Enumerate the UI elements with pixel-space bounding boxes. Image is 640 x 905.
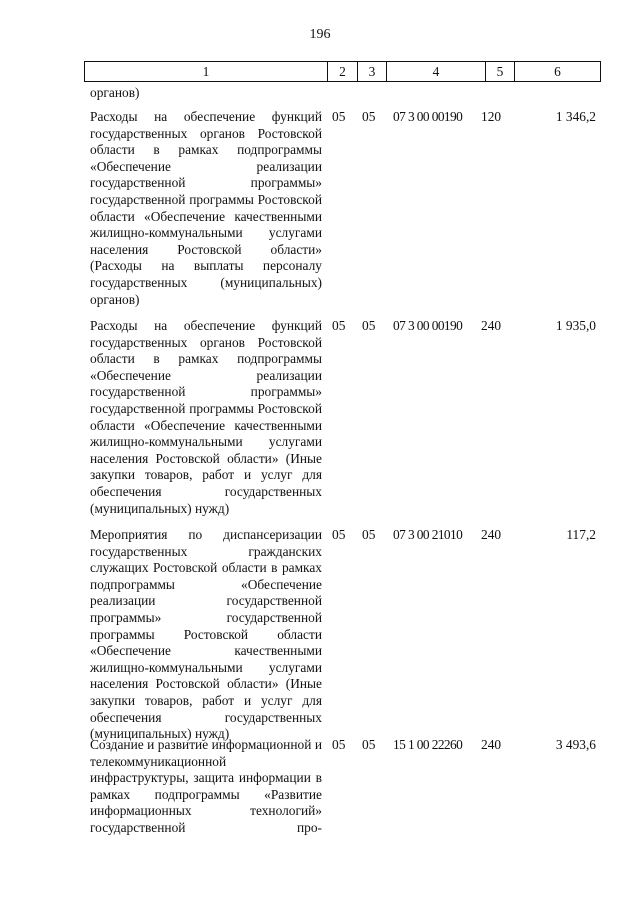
row-description: Расходы на обеспечение функций государственных органов Ростовской области в рамках подпрограммы «Обеспечение реализации государственной программы» государственной программы Ростовской области «Обеспечение качественными жилищно-коммунальными услугами населения Ростовской области» (Иные закупки товаров, работ и услуг для обеспечения государственных (муниципальных) нужд) xyxy=(90,318,322,516)
row-expense-type: 240 xyxy=(481,318,502,333)
header-col-5: 5 xyxy=(486,62,515,81)
row-description: Мероприятия по диспансеризации государственных гражданских служащих Ростовской области в рамках подпрограммы «Обеспечение реализации государственной программы» государственной программы Ростовской области «Обеспечение качественными жилищно-коммунальными услугами населения Ростовской области» (Иные закупки товаров, работ и услуг для обеспечения государственных (муниципальных) нужд) xyxy=(90,527,322,742)
header-col-2: 2 xyxy=(328,62,358,81)
row-amount: 117,2 xyxy=(566,527,596,542)
row-amount: 3 493,6 xyxy=(555,737,596,752)
header-col-1: 1 xyxy=(85,62,328,81)
row-target-article: 15 1 00 22260 xyxy=(393,737,463,752)
page-number: 196 xyxy=(309,27,331,42)
continuation-text: органов) xyxy=(90,85,140,100)
row-subsection: 05 xyxy=(362,527,376,542)
row-subsection: 05 xyxy=(362,109,376,124)
row-section: 05 xyxy=(332,737,346,752)
row-amount: 1 346,2 xyxy=(555,109,596,124)
row-amount: 1 935,0 xyxy=(555,318,596,333)
header-col-6: 6 xyxy=(554,64,561,79)
row-target-article: 07 3 00 00190 xyxy=(393,318,463,333)
row-subsection: 05 xyxy=(362,737,376,752)
row-subsection: 05 xyxy=(362,318,376,333)
row-target-article: 07 3 00 21010 xyxy=(393,527,463,542)
row-expense-type: 240 xyxy=(481,527,502,542)
header-col-4: 4 xyxy=(387,62,486,81)
row-section: 05 xyxy=(332,109,346,124)
row-expense-type: 240 xyxy=(481,737,502,752)
row-description: Расходы на обеспечение функций государственных органов Ростовской области в рамках подпрограммы «Обеспечение реализации государственной программы» государственной программы Ростовской области «Обеспечение качественными жилищно-коммунальными услугами населения Ростовской области» (Расходы на выплаты персоналу государственных (муниципальных) органов) xyxy=(90,109,322,307)
row-expense-type: 120 xyxy=(481,109,502,124)
header-col-3: 3 xyxy=(358,62,387,81)
table-header-row xyxy=(84,61,601,82)
row-description: Создание и развитие информационной и телекоммуникационной инфраструктуры, защита информации в рамках подпрограммы «Развитие информационных технологий» государственной про- xyxy=(90,737,322,835)
row-section: 05 xyxy=(332,527,346,542)
row-target-article: 07 3 00 00190 xyxy=(393,109,463,124)
row-section: 05 xyxy=(332,318,346,333)
